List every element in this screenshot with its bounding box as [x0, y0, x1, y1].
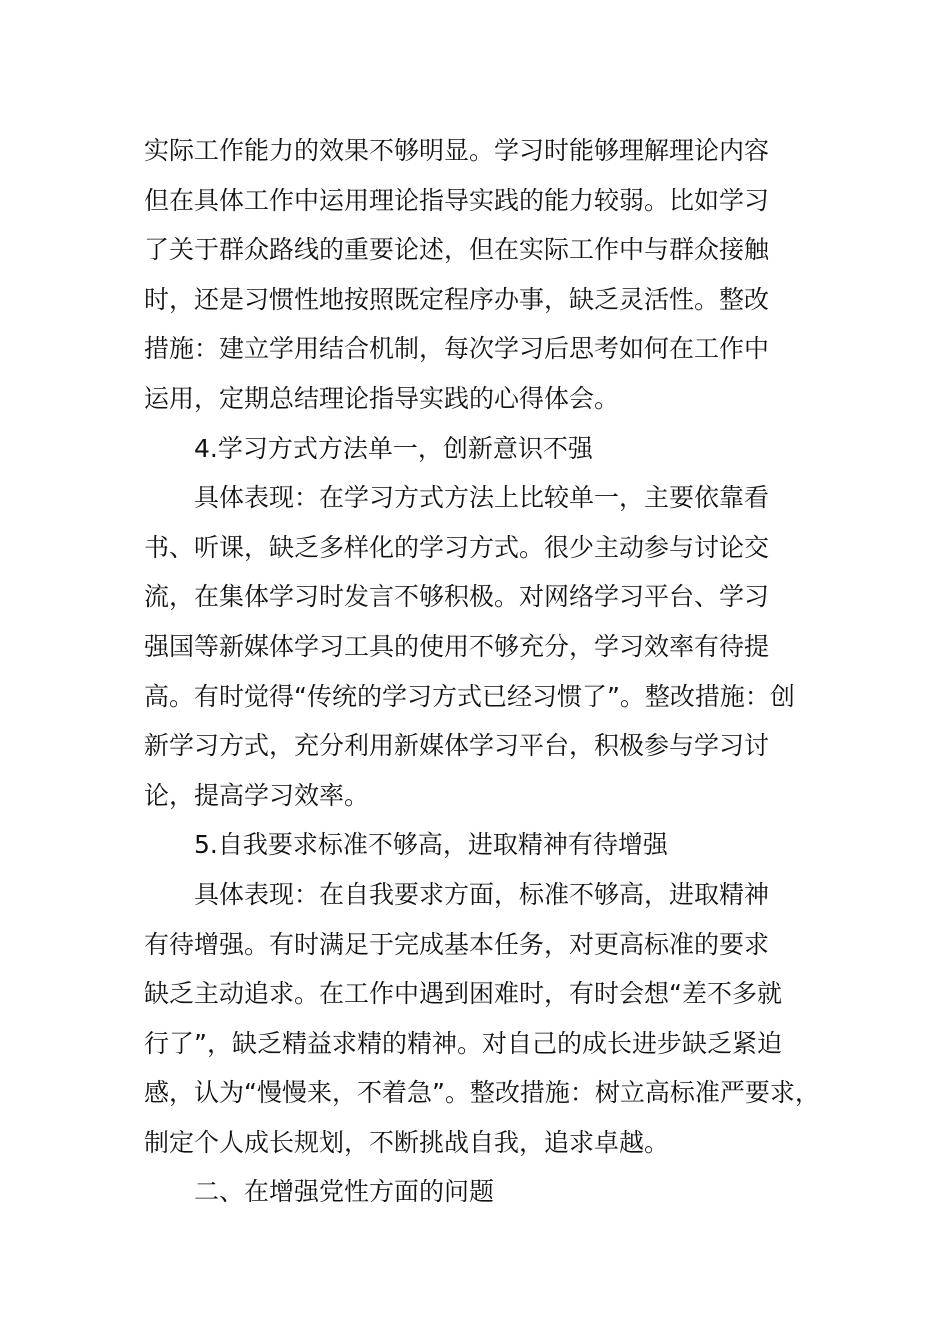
text-line: 行了”，缺乏精益求精的精神。对自己的成长进步缺乏紧迫	[144, 1028, 782, 1058]
section-heading-2	[144, 1167, 834, 1217]
text-line: 新学习方式，充分利用新媒体学习平台，积极参与学习讨	[144, 731, 770, 761]
text-line: 了关于群众路线的重要论述，但在实际工作中与群众接触	[144, 235, 770, 265]
text-line: 论，提高学习效率。	[144, 780, 370, 810]
text-line: 流，在集体学习时发言不够积极。对网络学习平台、学习	[144, 582, 770, 612]
text-line: 感，认为“慢慢来，不着急”。整改措施：树立高标准严要求，	[144, 1078, 820, 1108]
text-line: 时，还是习惯性地按照既定程序办事，缺乏灵活性。整改	[144, 284, 770, 314]
text-line: 运用，定期总结理论指导实践的心得体会。	[144, 383, 620, 413]
text-line: 具体表现：在学习方式方法上比较单一，主要依靠看	[194, 483, 770, 513]
text-line: 高。有时觉得“传统的学习方式已经习惯了”。整改措施：创	[144, 681, 795, 711]
text-line: 但在具体工作中运用理论指导实践的能力较弱。比如学习	[144, 185, 770, 215]
text-line: 有待增强。有时满足于完成基本任务，对更高标准的要求	[144, 929, 770, 959]
section-heading-4	[144, 424, 834, 474]
heading-text: 二、在增强党性方面的问题	[194, 1177, 495, 1207]
text-line: 具体表现：在自我要求方面，标准不够高，进取精神	[194, 879, 770, 909]
heading-text: 5.自我要求标准不够高，进取精神有待增强	[194, 830, 668, 860]
body-paragraph-4	[144, 473, 834, 820]
text-line: 实际工作能力的效果不够明显。学习时能够理解理论内容	[144, 136, 770, 165]
text-line: 措施：建立学用结合机制，每次学习后思考如何在工作中	[144, 334, 770, 364]
heading-text: 4.学习方式方法单一，创新意识不强	[194, 433, 593, 463]
document-page	[144, 126, 834, 1217]
text-line: 强国等新媒体学习工具的使用不够充分，学习效率有待提	[144, 631, 770, 661]
text-line: 书、听课，缺乏多样化的学习方式。很少主动参与讨论交	[144, 532, 770, 562]
text-line: 缺乏主动追求。在工作中遇到困难时，有时会想“差不多就	[144, 979, 782, 1009]
section-heading-5	[144, 820, 834, 870]
text-line: 制定个人成长规划，不断挑战自我，追求卓越。	[144, 1127, 670, 1157]
body-paragraph-continuation	[144, 126, 834, 424]
body-paragraph-5	[144, 870, 834, 1168]
